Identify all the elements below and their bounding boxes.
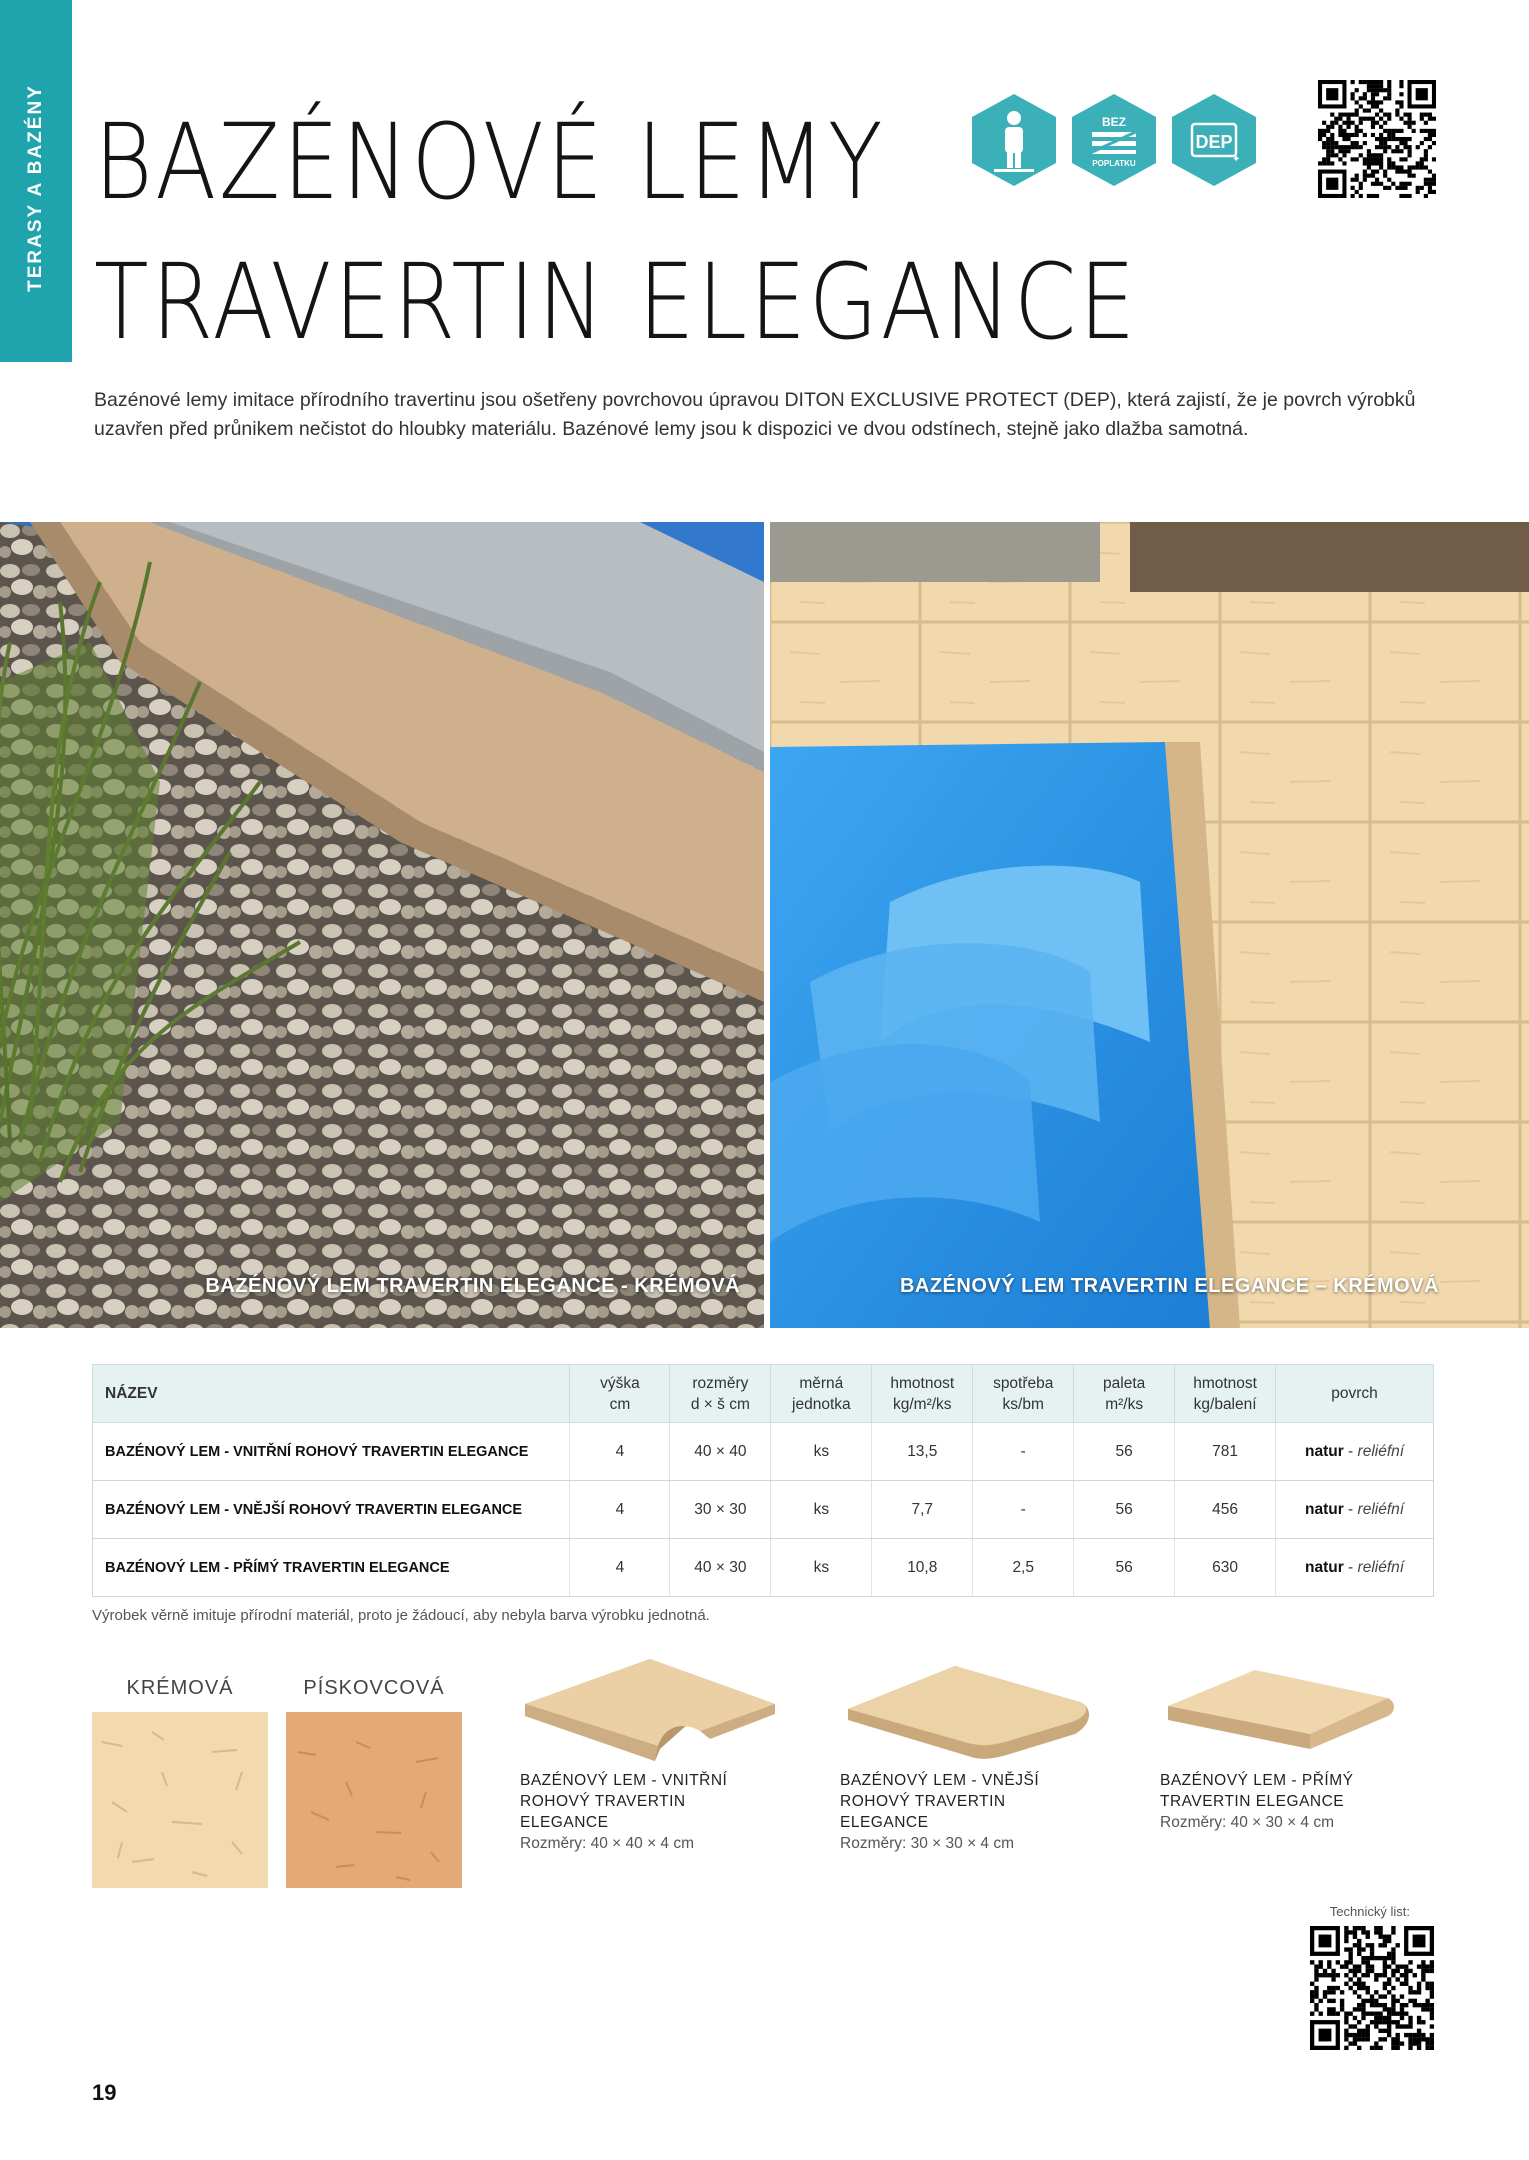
intro-paragraph: Bazénové lemy imitace přírodního travertinu jsou ošetřeny povrchovou úpravou DITON EXCLUSIVE PROTECT (DEP), která zajistí, že je povrch výrobků uzavřen před průnikem nečistot do hloubky materiálu. Bazénové lemy jsou k dispozici ve dvou odstínech, stejně jako dlažba samotná. (94, 389, 1416, 440)
cell-pack-weight: 630 (1175, 1539, 1276, 1597)
cell-height: 4 (570, 1423, 670, 1481)
tech-sheet-qr-code-icon[interactable] (1310, 1926, 1434, 2050)
photo-pool-terrace (770, 522, 1529, 1328)
product-outer-corner (840, 1654, 1130, 1854)
col-header-unit: měrná jednotka (771, 1365, 872, 1423)
product-straight (1160, 1654, 1450, 1833)
cell-weight: 10,8 (872, 1539, 973, 1597)
qr-code-icon[interactable] (1318, 80, 1436, 198)
spec-table (92, 1364, 1434, 1597)
cell-surface: natur - reliéfní (1276, 1423, 1434, 1481)
table-header-row (93, 1365, 1434, 1423)
cell-name: BAZÉNOVÝ LEM - VNĚJŠÍ ROHOVÝ TRAVERTIN ELEGANCE (93, 1481, 570, 1539)
cell-name: BAZÉNOVÝ LEM - VNITŘNÍ ROHOVÝ TRAVERTIN ELEGANCE (93, 1423, 570, 1481)
product-name: BAZÉNOVÝ LEM - PŘÍMÝ TRAVERTIN ELEGANCE (1160, 1772, 1354, 1810)
product-name: BAZÉNOVÝ LEM - VNĚJŠÍ ROHOVÝ TRAVERTIN ELEGANCE (840, 1772, 1040, 1831)
svg-text:✦: ✦ (1232, 154, 1241, 165)
cell-consumption: - (973, 1481, 1074, 1539)
page-number: 19 (92, 2080, 117, 2105)
swatch-label-sandstone: PÍSKOVCOVÁ (303, 1677, 445, 1699)
page-title-line-2: TRAVERTIN ELEGANCE (94, 241, 1138, 363)
cell-size: 30 × 30 (670, 1481, 771, 1539)
tech-sheet-label: Technický list: (1329, 1904, 1410, 1919)
photo-caption-right: BAZÉNOVÝ LEM TRAVERTIN ELEGANCE – KRÉMOVÁ (899, 1275, 1439, 1297)
badge-text-poplatku: POPLATKU (1092, 159, 1136, 168)
product-dims: Rozměry: 40 × 30 × 4 cm (1160, 1814, 1335, 1831)
swatch-sandstone-fill (286, 1712, 462, 1888)
cell-size: 40 × 40 (670, 1423, 771, 1481)
cell-height: 4 (570, 1481, 670, 1539)
section-side-tab (0, 0, 72, 362)
photo-pool-edge-gravel (0, 522, 764, 1328)
product-inner-corner (520, 1654, 810, 1854)
product-dims: Rozměry: 30 × 30 × 4 cm (840, 1835, 1015, 1852)
cell-weight: 7,7 (872, 1481, 973, 1539)
cell-size: 40 × 30 (670, 1539, 771, 1597)
section-label: TERASY A BAZÉNY (25, 84, 46, 292)
cell-consumption: 2,5 (973, 1539, 1074, 1597)
cell-surface: natur - reliéfní (1276, 1539, 1434, 1597)
page-title-line-1: BAZÉNOVÉ LEMY (94, 101, 886, 223)
cell-pallet: 56 (1074, 1481, 1175, 1539)
table-row (93, 1481, 1434, 1539)
table-note: Výrobek věrně imituje přírodní materiál, proto je žádoucí, aby nebyla barva výrobku jednotná. (92, 1607, 710, 1624)
col-header-height: výška cm (570, 1365, 670, 1423)
table-row (93, 1539, 1434, 1597)
cell-pallet: 56 (1074, 1539, 1175, 1597)
cell-unit: ks (771, 1539, 872, 1597)
cell-consumption: - (973, 1423, 1074, 1481)
cell-weight: 13,5 (872, 1423, 973, 1481)
cell-pack-weight: 781 (1175, 1423, 1276, 1481)
photo-caption-left: BAZÉNOVÝ LEM TRAVERTIN ELEGANCE - KRÉMOVÁ (205, 1275, 740, 1297)
cell-pallet: 56 (1074, 1423, 1175, 1481)
table-row (93, 1423, 1434, 1481)
col-header-pack-weight: hmotnost kg/balení (1175, 1365, 1276, 1423)
col-header-name: NÁZEV (93, 1365, 570, 1423)
cell-height: 4 (570, 1539, 670, 1597)
swatch-cream-fill (92, 1712, 268, 1888)
cell-unit: ks (771, 1481, 872, 1539)
no-fee-pallet-badge (1070, 92, 1158, 188)
person-standing-icon (970, 92, 1058, 188)
swatch-cream (92, 1712, 268, 1888)
cell-unit: ks (771, 1423, 872, 1481)
swatch-label-cream: KRÉMOVÁ (126, 1677, 234, 1699)
cell-pack-weight: 456 (1175, 1481, 1276, 1539)
col-header-weight: hmotnost kg/m²/ks (872, 1365, 973, 1423)
dep-icon (1170, 92, 1258, 188)
dep-label: DEP (1195, 132, 1233, 152)
col-header-size: rozměry d × š cm (670, 1365, 771, 1423)
cell-name: BAZÉNOVÝ LEM - PŘÍMÝ TRAVERTIN ELEGANCE (93, 1539, 570, 1597)
cell-surface: natur - reliéfní (1276, 1481, 1434, 1539)
col-header-pallet: paleta m²/ks (1074, 1365, 1175, 1423)
swatch-sandstone (286, 1712, 462, 1888)
col-header-consumption: spotřeba ks/bm (973, 1365, 1074, 1423)
col-header-surface: povrch (1276, 1365, 1434, 1423)
product-dims: Rozměry: 40 × 40 × 4 cm (520, 1835, 695, 1852)
badge-text-bez: BEZ (1102, 115, 1126, 129)
product-name: BAZÉNOVÝ LEM - VNITŘNÍ ROHOVÝ TRAVERTIN ELEGANCE (520, 1772, 728, 1831)
